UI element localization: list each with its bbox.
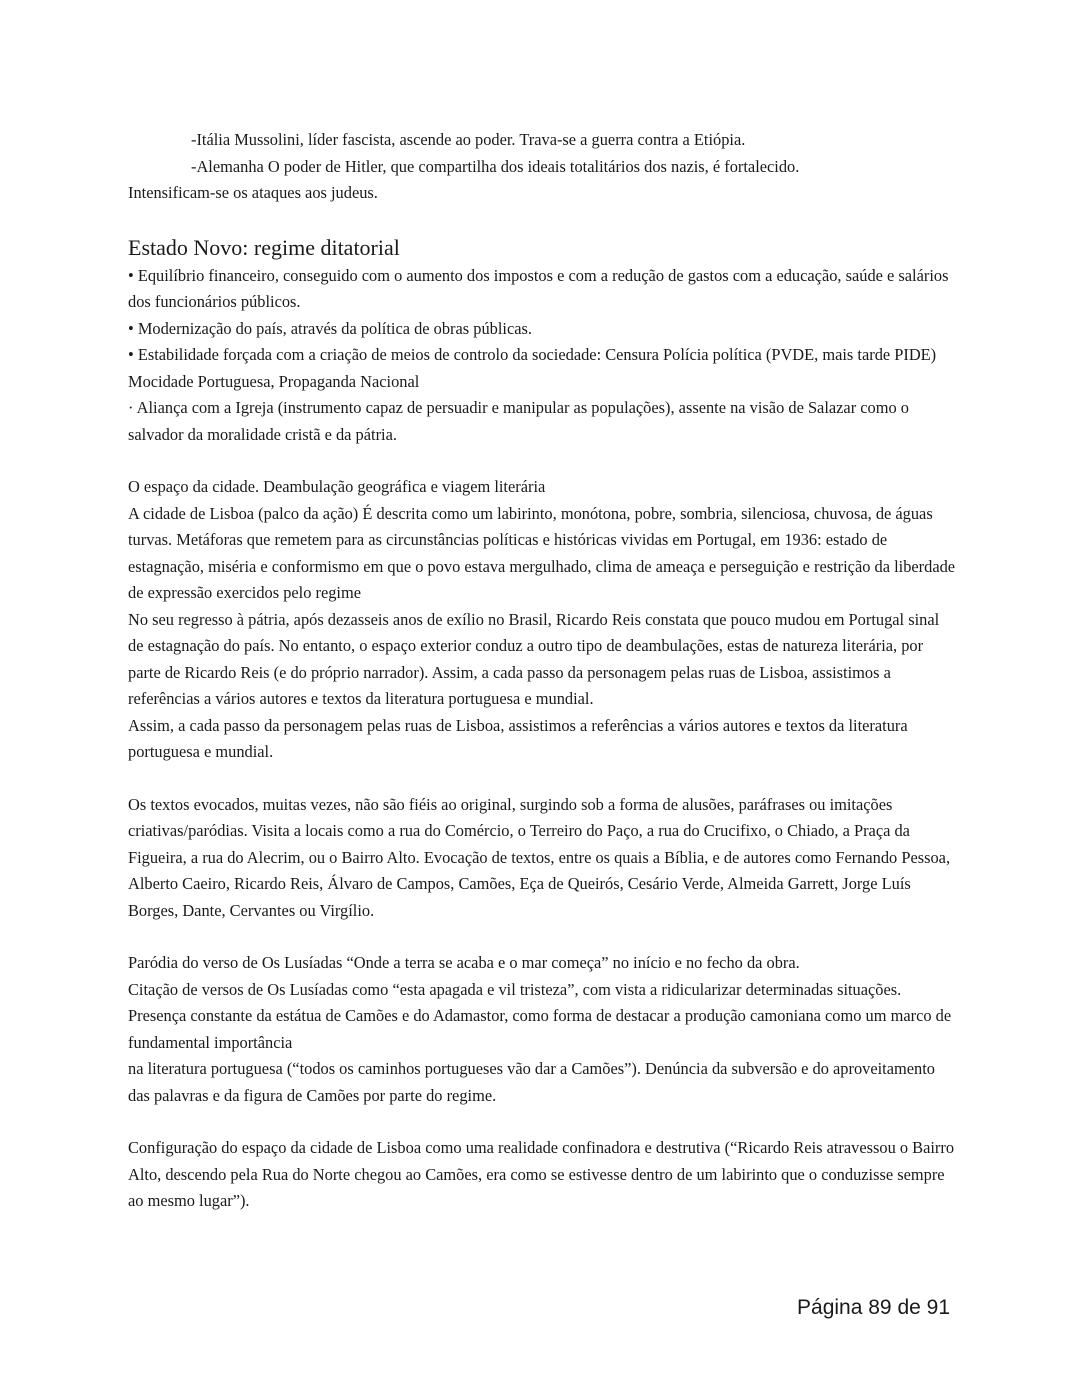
estado-novo-bullet-2: • Modernização do país, através da política de obras públicas. [128,318,532,338]
germany-line: -Alemanha O poder de Hitler, que compartilha dos ideais totalitários dos nazis, é fortalecido. [191,156,800,176]
configuracao-paragraph: Configuração do espaço da cidade de Lisboa como uma realidade confinadora e destrutiva (“Ricardo Reis atravessou o Bairro Alto, descendo pela Rua do Norte chegou ao Camões, era como se estivesse dentro de um labirinto que o conduzisse sempre ao mesmo lugar”). [128,1138,955,1210]
cidade-title: O espaço da cidade. Deambulação geográfica e viagem literária [128,477,546,496]
textos-paragraph: Os textos evocados, muitas vezes, não são fiéis ao original, surgindo sob a forma de alusões, paráfrases ou imitações criativas/paródias. Visita a locais como a rua do Comércio, o Terreiro do Paço, a rua do Crucifixo, o Chiado, a Praça da Figueira, a rua do Alecrim, ou o Bairro Alto. Evocação de textos, entre os quais a Bíblia, e de autores como Fernando Pessoa, Alberto Caeiro, Ricardo Reis, Álvaro de Campos, Camões, Eça de Queirós, Cesário Verde, Almeida Garrett, Jorge Luís Borges, Dante, Cervantes ou Virgílio. [128,794,951,920]
page-number: Página 89 de 91 [797,1296,950,1319]
cidade-paragraph-3: Assim, a cada passo da personagem pelas ruas de Lisboa, assistimos a referências a vários autores e textos da literatura portuguesa e mundial. [128,715,908,761]
cidade-paragraph-1: A cidade de Lisboa (palco da ação) É descrita como um labirinto, monótona, pobre, sombria, silenciosa, chuvosa, de águas turvas. Metáforas que remetem para as circunstâncias políticas e históricas vividas em Portugal, em 1936: estado de estagnação, miséria e conformismo em que o povo estava mergulhado, clima de ameaça e perseguição e restrição da liberdade de expressão exercidos pelo regime [128,503,956,602]
camoes-paragraph-4: na literatura portuguesa (“todos os caminhos portugueses vão dar a Camões”). Denúncia da subversão e do aproveitamento das palavras e da figura de Camões por parte do regime. [128,1059,935,1105]
estado-novo-heading: Estado Novo: regime ditatorial [128,234,400,260]
cidade-paragraph-2: No seu regresso à pátria, após dezasseis anos de exílio no Brasil, Ricardo Reis constata que pouco mudou em Portugal sinal de estagnação do país. No entanto, o espaço exterior conduz a outro tipo de deambulações, estas de natureza literária, por parte de Ricardo Reis (e do próprio narrador). Assim, a cada passo da personagem pelas ruas de Lisboa, assistimos a referências a vários autores e textos da literatura portuguesa e mundial. [128,609,940,708]
camoes-paragraph-3: Presença constante da estátua de Camões e do Adamastor, como forma de destacar a produção camoniana como um marco de fundamental importância [128,1006,952,1052]
italy-line: -Itália Mussolini, líder fascista, ascende ao poder. Trava-se a guerra contra a Etiópia. [191,130,746,149]
estado-novo-bullet-1: • Equilíbrio financeiro, conseguido com o aumento dos impostos e com a redução de gastos com a educação, saúde e salários dos funcionários públicos. [128,265,949,311]
estado-novo-bullet-3: • Estabilidade forçada com a criação de meios de controlo da sociedade: Censura Polícia política (PVDE, mais tarde PIDE) Mocidade Portuguesa, Propaganda Nacional [128,345,937,391]
estado-novo-bullet-4: · Aliança com a Igreja (instrumento capaz de persuadir e manipular as populações), assente na visão de Salazar como o salvador da moralidade cristã e da pátria. [128,398,909,444]
document-body [128,127,958,1215]
camoes-paragraph-1: Paródia do verso de Os Lusíadas “Onde a terra se acaba e o mar começa” no início e no fecho da obra. [128,953,800,972]
germany-line-continued: Intensificam-se os ataques aos judeus. [128,183,378,202]
camoes-paragraph-2: Citação de versos de Os Lusíadas como “esta apagada e vil tristeza”, com vista a ridicularizar determinadas situações. [128,979,902,999]
